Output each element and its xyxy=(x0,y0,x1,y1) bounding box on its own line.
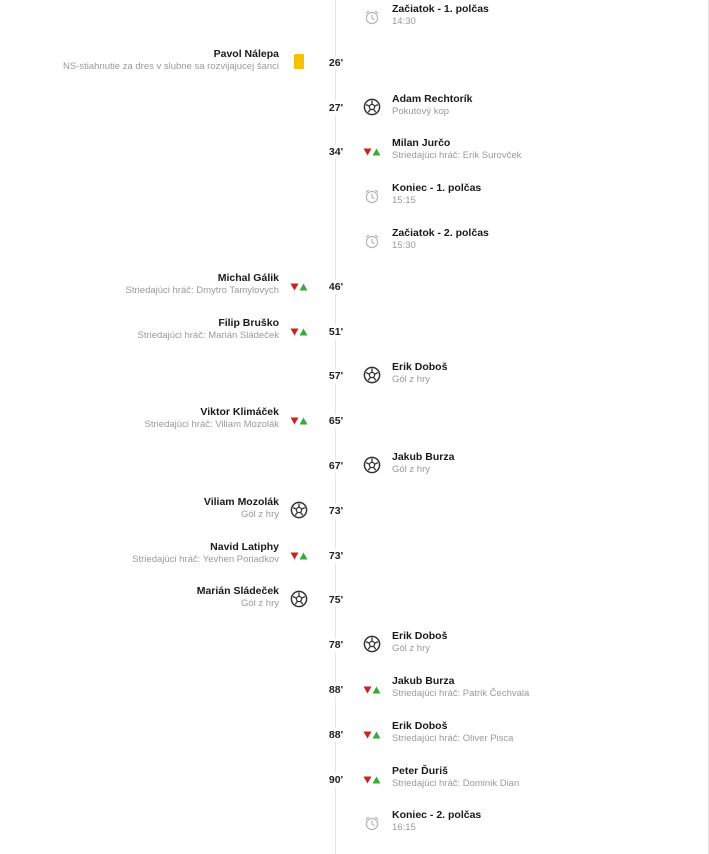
timeline-event xyxy=(0,450,709,484)
player-name[interactable]: Viliam Mozolák xyxy=(203,495,279,508)
event-text xyxy=(204,496,279,521)
event-minute: 34' xyxy=(320,145,352,159)
player-name[interactable]: Milan Jurčo xyxy=(392,137,451,150)
event-detail: Striedajúci hráč: Yevhen Poriadkov xyxy=(132,553,279,565)
timeline-event xyxy=(0,495,709,529)
event-minute: 57' xyxy=(320,369,352,383)
timeline-event xyxy=(0,540,709,574)
soccer-ball-icon xyxy=(363,456,381,474)
player-name[interactable]: Filip Bruško xyxy=(218,316,279,329)
event-text xyxy=(63,48,279,73)
soccer-ball-icon xyxy=(290,590,308,608)
event-minute: 46' xyxy=(320,280,352,294)
event-text xyxy=(392,361,447,386)
alarm-clock-icon xyxy=(363,814,381,832)
event-minute: 88' xyxy=(320,683,352,697)
timeline-event xyxy=(0,316,709,350)
timeline-event xyxy=(0,2,709,36)
event-minute: 67' xyxy=(320,459,352,473)
timeline-event xyxy=(0,47,709,81)
event-text xyxy=(392,720,513,745)
player-name[interactable]: Erik Doboš xyxy=(392,361,448,374)
timeline-event xyxy=(0,226,709,260)
event-text xyxy=(392,137,521,162)
event-detail: Gól z hry xyxy=(392,464,431,475)
substitution-icon xyxy=(290,322,308,340)
soccer-ball-icon xyxy=(363,366,381,384)
event-text xyxy=(392,3,489,28)
event-detail: Gól z hry xyxy=(240,508,279,520)
event-text xyxy=(392,675,529,700)
event-text xyxy=(392,227,489,252)
event-text xyxy=(137,317,279,342)
event-detail: 15:15 xyxy=(392,195,416,207)
player-name[interactable]: Adam Rechtorík xyxy=(392,92,473,105)
soccer-ball-icon xyxy=(363,635,381,653)
event-minute: 73' xyxy=(320,549,352,563)
soccer-ball-icon xyxy=(363,98,381,116)
player-name[interactable]: Peter Ďuriš xyxy=(392,764,449,777)
player-name[interactable]: Michal Gálik xyxy=(217,271,279,284)
substitution-icon xyxy=(290,546,308,564)
timeline-event xyxy=(0,271,709,305)
event-minute: 90' xyxy=(320,773,352,787)
event-detail: Striedajúci hráč: Patrik Čechvala xyxy=(392,688,530,699)
event-detail: Pokutový kop xyxy=(392,105,450,117)
player-name[interactable]: Pavol Nálepa xyxy=(213,47,279,60)
timeline-event xyxy=(0,808,709,842)
alarm-clock-icon xyxy=(363,232,381,250)
event-minute: 73' xyxy=(320,504,352,518)
player-name[interactable]: Koniec - 2. polčas xyxy=(392,809,482,822)
substitution-icon xyxy=(363,725,381,743)
event-detail: Striedajúci hráč: Erik Surovček xyxy=(392,150,522,162)
substitution-icon xyxy=(363,770,381,788)
event-minute: 75' xyxy=(320,593,352,607)
event-detail: Striedajúci hráč: Marián Sládeček xyxy=(137,329,279,341)
event-detail: Striedajúci hráč: Dmytro Tamylovych xyxy=(125,284,279,296)
event-detail: 15:30 xyxy=(392,240,416,251)
event-detail: 14:30 xyxy=(392,16,416,27)
timeline-event xyxy=(0,136,709,170)
event-detail: NS-stiahnutie za dres v slubne sa rozvijajucej šanci xyxy=(63,60,279,72)
substitution-icon xyxy=(363,680,381,698)
event-detail: Gól z hry xyxy=(392,643,431,655)
player-name[interactable]: Erik Doboš xyxy=(392,719,448,732)
alarm-clock-icon xyxy=(363,8,381,26)
substitution-icon xyxy=(290,277,308,295)
timeline-event xyxy=(0,764,709,798)
timeline-event xyxy=(0,719,709,753)
event-text xyxy=(145,406,279,431)
player-name[interactable]: Jakub Burza xyxy=(392,451,455,463)
event-detail: Gól z hry xyxy=(392,374,431,386)
event-detail: Striedajúci hráč: Oliver Pisca xyxy=(392,732,514,744)
event-text xyxy=(392,451,454,476)
timeline-event xyxy=(0,405,709,439)
timeline-event xyxy=(0,181,709,215)
event-detail: Striedajúci hráč: Viliam Mozolák xyxy=(144,419,279,431)
player-name[interactable]: Začiatok - 2. polčas xyxy=(392,227,489,239)
event-minute: 26' xyxy=(320,56,352,70)
event-text xyxy=(197,585,279,610)
event-text xyxy=(392,630,447,655)
timeline-event xyxy=(0,584,709,618)
player-name[interactable]: Koniec - 1. polčas xyxy=(392,182,482,195)
event-minute: 65' xyxy=(320,414,352,428)
event-minute: 78' xyxy=(320,638,352,652)
player-name[interactable]: Erik Doboš xyxy=(392,630,448,643)
timeline-event xyxy=(0,360,709,394)
event-text xyxy=(392,765,519,790)
event-detail: Striedajúci hráč: Dominik Dian xyxy=(392,777,520,789)
timeline-event xyxy=(0,629,709,663)
event-text xyxy=(392,809,481,834)
soccer-ball-icon xyxy=(290,501,308,519)
timeline-event xyxy=(0,674,709,708)
player-name[interactable]: Jakub Burza xyxy=(392,675,455,687)
substitution-icon xyxy=(363,142,381,160)
event-detail: Gól z hry xyxy=(240,598,279,610)
player-name[interactable]: Viktor Klimáček xyxy=(200,406,279,419)
event-text xyxy=(132,541,279,566)
event-minute: 88' xyxy=(320,728,352,742)
player-name[interactable]: Marián Sládeček xyxy=(196,585,279,598)
yellow-card-icon xyxy=(290,53,308,71)
event-minute: 51' xyxy=(320,325,352,339)
substitution-icon xyxy=(290,411,308,429)
event-text xyxy=(392,182,481,207)
event-text xyxy=(126,272,279,297)
event-detail: 16:15 xyxy=(392,822,416,834)
timeline-event xyxy=(0,92,709,126)
event-minute: 27' xyxy=(320,101,352,115)
player-name[interactable]: Začiatok - 1. polčas xyxy=(392,3,489,15)
event-text xyxy=(392,93,473,118)
alarm-clock-icon xyxy=(363,187,381,205)
player-name[interactable]: Navid Latiphy xyxy=(210,540,279,553)
